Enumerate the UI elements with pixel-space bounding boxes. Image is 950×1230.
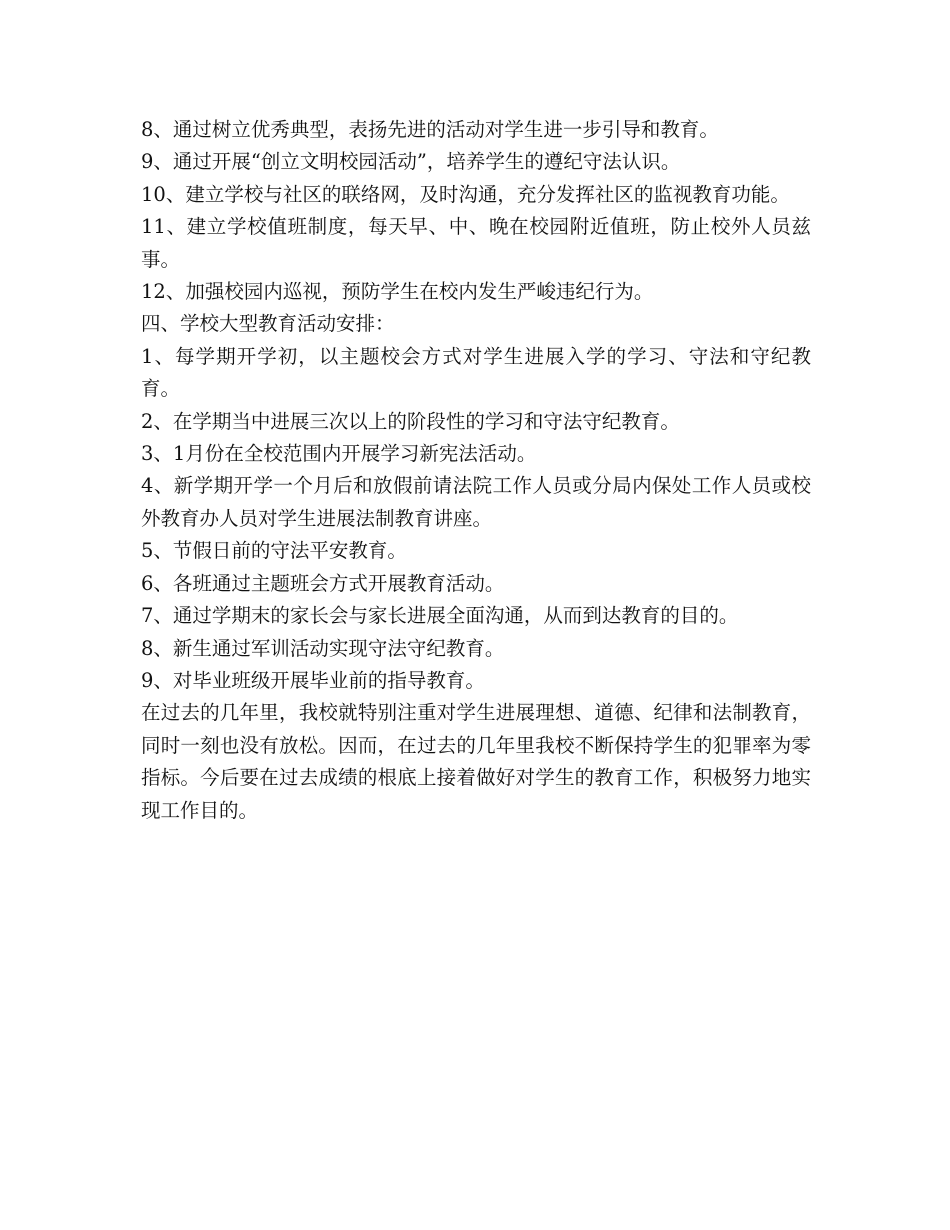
activity-item-5: 5、节假日前的守法平安教育。 bbox=[141, 539, 407, 563]
activity-item-2: 2、在学期当中进展三次以上的阶段性的学习和守法守纪教育。 bbox=[141, 409, 680, 433]
paragraph-item-10: 10、建立学校与社区的联络网，及时沟通，充分发挥社区的监视教育功能。 bbox=[141, 182, 790, 206]
activity-item-7: 7、通过学期末的家长会与家长进展全面沟通，从而到达教育的目的。 bbox=[141, 604, 739, 628]
paragraph-item-8: 8、通过树立优秀典型，表扬先进的活动对学生进一步引导和教育。 bbox=[141, 118, 719, 141]
paragraph-item-11: 11、建立学校值班制度，每天早、中、晚在校园附近值班，防止校外人员兹事。 bbox=[141, 215, 811, 271]
activity-item-3: 3、1月份在全校范围内开展学习新宪法活动。 bbox=[141, 442, 537, 466]
closing-paragraph: 在过去的几年里，我校就特别注重对学生进展理想、道德、纪律和法制教育，同时一刻也没有放松。因而，在过去的几年里我校不断保持学生的犯罪率为零指标。今后要在过去成绩的根底上接着做好对学生的教育工作，积极努力地实现工作目的。 bbox=[141, 701, 811, 822]
activity-item-1: 1、每学期开学初，以主题校会方式对学生进展入学的学习、守法和守纪教育。 bbox=[141, 344, 811, 401]
paragraph-item-12: 12、加强校园内巡视，预防学生在校内发生严峻违纪行为。 bbox=[141, 280, 654, 304]
paragraph-item-9: 9、通过开展“创立文明校园活动”，培养学生的遵纪守法认识。 bbox=[141, 150, 681, 174]
activity-item-9: 9、对毕业班级开展毕业前的指导教育。 bbox=[141, 668, 485, 692]
activity-item-8: 8、新生通过军训活动实现守法守纪教育。 bbox=[141, 636, 505, 660]
activity-item-6: 6、各班通过主题班会方式开展教育活动。 bbox=[141, 571, 505, 595]
document-page bbox=[141, 114, 811, 827]
section-heading: 四、学校大型教育活动安排： bbox=[141, 312, 395, 336]
activity-item-4: 4、新学期开学一个月后和放假前请法院工作人员或分局内保处工作人员或校外教育办人员对学生进展法制教育讲座。 bbox=[141, 474, 811, 530]
